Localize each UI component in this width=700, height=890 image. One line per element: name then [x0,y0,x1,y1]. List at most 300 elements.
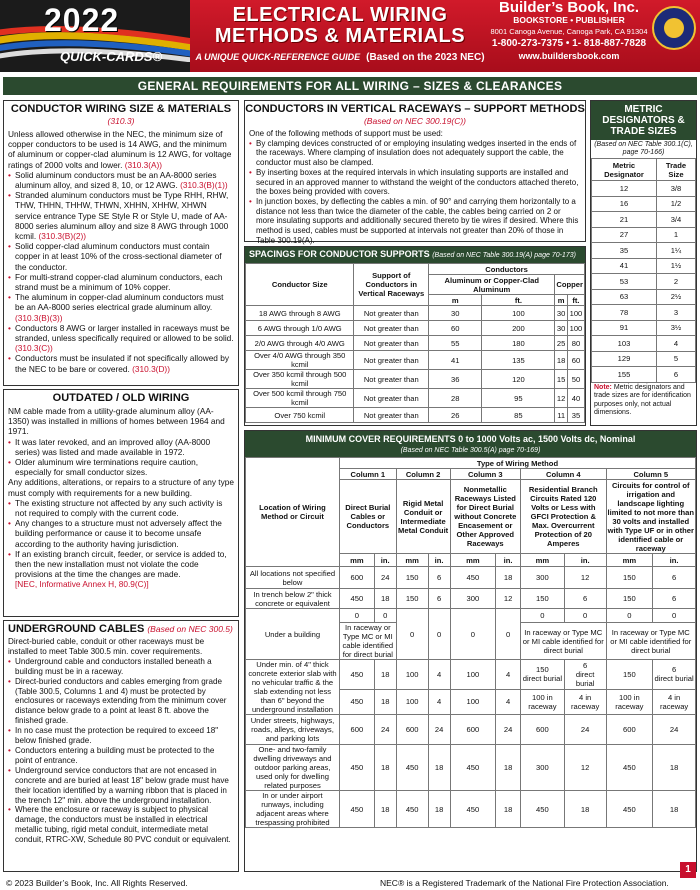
table-cell: 55 [429,336,482,351]
table-cell: 600 [606,715,653,745]
cover-table [245,457,696,828]
col-desc: Nonmetallic Raceways Listed for Direct Burial without Concrete Encasement or Other Approved Raceways [450,480,520,554]
table-cell: 53 [592,274,657,290]
page-number: 1 [680,862,696,878]
table-cell: 50 [567,370,584,389]
outdated-para: Any additions, alterations, or repairs to a structure of any type must comply with requirements for a new building. [8,477,234,498]
table-cell: 100 [567,306,584,321]
publisher-website[interactable]: www.buildersbook.com [518,51,620,61]
table-cell: 18 [374,660,396,690]
outdated-title: OUTDATED / OLD WIRING [52,392,190,404]
table-row [592,243,696,259]
table-row [246,389,585,408]
table-cell: 6 [428,589,450,609]
table-cell: 0 [374,609,396,623]
table-row [246,351,585,370]
table-cell: 6 [656,367,695,383]
location-cell: Under streets, highways, roads, alleys, driveways, and parking lots [246,715,340,745]
table-cell: 24 [564,715,606,745]
publisher-name: Builder’s Book, Inc. [498,0,640,16]
table-row [592,336,696,352]
table-cell: 3/8 [656,181,695,197]
table-cell: 450 [339,660,374,690]
table-cell: 4 [496,660,521,690]
table-cell: 0 [496,609,521,660]
table-cell: 450 [606,791,653,828]
table-cell: 12 [592,181,657,197]
table-cell: 6 [653,567,696,589]
bullet-text: Solid aluminum conductors must be an AA-8000 series aluminum alloy, and sized 8, 10, or 12 AWG. [15,169,217,191]
table-cell: 100 in raceway [521,689,565,714]
unit-header: mm [450,554,496,567]
spacing-title-bar [245,247,585,263]
table-cell: 18 [374,589,396,609]
trademark: NEC® is a Registered Trademark of the National Fire Protection Association. [380,878,669,888]
table-cell: 100 [396,660,428,690]
table-row [246,791,696,828]
metric-ref: (Based on NEC Table 300.1(C), page 70-166) [594,141,693,156]
table-cell: 0 [521,609,565,623]
table-row [592,196,696,212]
value: 6 [583,660,588,670]
table-row [246,306,585,321]
metric-note [591,383,696,419]
table-cell: Not greater than [354,370,429,389]
unit-header: in. [496,554,521,567]
table-cell: 100 [450,660,496,690]
table-cell: 100 [450,689,496,714]
table-row [246,715,696,745]
unit-header: ft. [567,295,584,306]
underground-ref: (Based on NEC 300.5) [147,624,233,634]
table-cell: 300 [521,567,565,589]
table-cell: 60 [567,351,584,370]
spacing-box [244,246,586,426]
unit-header: in. [653,554,696,567]
table-cell: 4 in raceway [653,689,696,714]
table-cell: 18 [374,791,396,828]
table-cell: 600 [396,715,428,745]
table-cell: 0 [428,609,450,660]
spacing-heading: SPACINGS FOR CONDUCTOR SUPPORTS [249,249,430,259]
unit-header: mm [606,554,653,567]
table-cell: 129 [592,351,657,367]
table-cell: Not greater than [354,389,429,408]
table-cell: 450 [606,745,653,791]
table-cell: 40 [567,389,584,408]
unit-header: in. [428,554,450,567]
table-cell: 4 in raceway [564,689,606,714]
table-cell: 2 [656,274,695,290]
list-item [8,323,234,354]
cover-ref: (Based on NEC Table 300.5(A) page 70-169) [400,447,541,454]
list-item: • Older aluminum wire terminations require caution, especially for small conductor sizes. [8,457,234,477]
table-cell: 27 [592,227,657,243]
table-cell: 450 [521,791,565,828]
table-cell: 18 [496,791,521,828]
unit-header: mm [521,554,565,567]
table-cell: 450 [450,745,496,791]
metric-heading: METRIC DESIGNATORS & TRADE SIZES [602,104,685,137]
table-cell: 103 [592,336,657,352]
outdated-ref: [NEC, Informative Annex H, 80.9(C)] [15,579,149,590]
value-note: direct burial [575,669,595,688]
table-cell: 12 [555,389,567,408]
table-cell: 3 [656,305,695,321]
table-cell: In raceway or Type MC or MI cable identified for direct burial [606,623,695,660]
table-cell: 4 [428,689,450,714]
table-cell [653,660,696,690]
table-row [592,274,696,290]
table-row [246,321,585,336]
table-cell: 15 [555,370,567,389]
table-cell: 300 [521,745,565,791]
subtitle [190,52,490,63]
table-row [592,351,696,367]
table-cell: 60 [429,321,482,336]
table-cell: Not greater than [354,306,429,321]
col-header: Aluminum or Copper-Clad Aluminum [429,275,555,295]
table-cell: 21 [592,212,657,228]
table-cell: 100 [396,689,428,714]
table-cell: 2/0 AWG through 4/0 AWG [246,336,354,351]
underground-bullets [8,657,234,845]
section-banner: GENERAL REQUIREMENTS FOR ALL WIRING – SIZES & CLEARANCES [3,77,697,95]
table-cell: 6 [564,589,606,609]
table-cell: Over 750 kcmil [246,408,354,423]
table-cell: 24 [374,567,396,589]
table-cell: 28 [429,389,482,408]
cover-title-bar [245,431,696,457]
table-cell: 135 [482,351,555,370]
logo-block [0,0,190,72]
table-cell: 2½ [656,289,695,305]
list-item: • The existing structure not affected by any such activity is not required to comply with the current code. [8,498,234,518]
table-cell: 180 [482,336,555,351]
table-cell: 100 [567,321,584,336]
location-cell: In trench below 2" thick concrete or equivalent [246,589,340,609]
table-cell: 1½ [656,258,695,274]
outdated-body [4,404,238,592]
vertical-title [245,101,585,127]
table-cell: 100 [482,306,555,321]
table-cell: 100 in raceway [606,689,653,714]
list-item: • Where the enclosure or raceway is subject to physical damage, the conductors must be installed in electrical metallic tubing, rigid metal conduit, intermediate metal conduit, RTRC-XW, Schedule 80 PVC conduit or equivalent. [8,805,234,845]
title-line-1: ELECTRICAL WIRING [232,4,448,26]
table-cell: 6 [653,589,696,609]
table-cell: 18 [496,567,521,589]
list-item: • Underground cable and conductors installed beneath a building must be in a raceway. [8,657,234,677]
list-item: • In no case must the protection be required to exceed 18" below finished grade. [8,726,234,746]
publisher-role: BOOKSTORE • PUBLISHER [513,15,625,25]
unit-header: in. [374,554,396,567]
metric-table [591,158,696,383]
list-item: • Conductors entering a building must be protected to the point of entrance. [8,746,234,766]
table-cell: Not greater than [354,336,429,351]
unit-header: ft. [482,295,555,306]
table-row [246,609,696,623]
table-cell: 18 [496,745,521,791]
table-cell: 150 [606,567,653,589]
bullet-text: Stranded aluminum conductors must be Type RHH, RHW, THW, THHN, THHW, THWN, XHHN, XHHW, XHWN service entrance Type SE Style R or Style U, made of AA-8000 series aluminum alloy and size 8 AWG through 1000 kcmil. [15,190,229,242]
table-cell: In raceway or Type MC or MI cable identified for direct burial [339,623,396,660]
bullet-ref: (310.3(C)) [15,343,53,354]
table-cell: 11 [555,408,567,423]
table-cell: 24 [496,715,521,745]
underground-title [4,621,238,635]
table-cell: 3/4 [656,212,695,228]
location-cell: Under a building [246,609,340,660]
quick-cards-label: QUICK-CARDS® [60,49,163,64]
table-cell: 24 [374,715,396,745]
table-cell: 150 [606,589,653,609]
table-cell: 35 [592,243,657,259]
table-cell: Not greater than [354,321,429,336]
list-item: • Direct-buried conductors and cables emerging from grade (Table 300.5, Columns 1 and 4) must be protected by enclosures or raceways extending from the minimum cover distance below grade to a point at least 8 ft. above the finished grade. [8,677,234,727]
table-row [592,289,696,305]
underground-cables-box [3,620,239,872]
table-cell: 18 [428,745,450,791]
table-cell: 85 [482,408,555,423]
vertical-body [245,127,585,247]
table-row [246,370,585,389]
table-cell: 18 [555,351,567,370]
table-cell: 600 [521,715,565,745]
list-item: • If an existing branch circuit, feeder, or service is added to, then the new installation must not violate the code provisions at the time the changes are made. [8,549,234,580]
col-header: Metric Designator [592,159,657,181]
table-cell: 18 AWG through 8 AWG [246,306,354,321]
table-cell: 450 [450,567,496,589]
list-item [8,292,234,323]
table-cell: 12 [564,567,606,589]
list-item: • In junction boxes, by deflecting the cables a min. of 90° and carrying them horizontally to a distance not less than twice the diameter of the cable, the cables being carried on 2 or more insulating supports and additionally secured thereto by tie wires if desired. Where this method is used, cables must be supported at intervals not greater than 20% of those in Table 300.19(A). [249,197,581,246]
table-cell: Not greater than [354,351,429,370]
underground-body [4,635,238,847]
table-cell: 41 [429,351,482,370]
table-cell: 450 [396,745,428,791]
table-cell: 0 [450,609,496,660]
table-row [246,589,696,609]
title-line-2: METHODS & MATERIALS [214,25,466,47]
table-cell: 95 [482,389,555,408]
location-cell: In or under airport runways, including adjacent areas where trespassing prohibited [246,791,340,828]
col-desc: Rigid Metal Conduit or Intermediate Metal Conduit [396,480,450,554]
table-cell: 18 [653,745,696,791]
table-row [592,212,696,228]
table-cell: 150 [396,567,428,589]
table-cell: 25 [555,336,567,351]
table-cell: 3½ [656,320,695,336]
bullet-text: The aluminum in copper-clad aluminum conductors must be an AA-8000 series electrical grade aluminum alloy. [15,292,224,313]
conductor-size-ref: (310.3) [107,116,135,126]
table-cell: 1 [656,227,695,243]
note-label: Note: [594,383,612,391]
table-cell: 26 [429,408,482,423]
type-header: Type of Wiring Method [339,458,695,469]
unit-header: m [555,295,567,306]
subtitle-text: A UNIQUE QUICK-REFERENCE GUIDE [195,52,361,62]
table-cell: 30 [555,321,567,336]
table-cell: 18 [374,745,396,791]
conductor-size-title [4,101,238,127]
table-row [246,336,585,351]
table-row [246,745,696,791]
table-cell: 450 [339,589,374,609]
table-cell: 78 [592,305,657,321]
col-header: Conductors [429,264,585,275]
table-cell: 18 [653,791,696,828]
table-cell: 18 [428,791,450,828]
table-cell: 300 [450,589,496,609]
bullet-ref: (310.3(D)) [132,363,170,374]
table-cell: 150 [396,589,428,609]
table-cell: 0 [606,609,653,623]
conductor-bullets [8,170,234,374]
outdated-intro: NM cable made from a utility-grade aluminum alloy (AA-1350) was installed in millions of homes between 1964 and 1971. [8,406,225,437]
underground-heading: UNDERGROUND CABLES [8,623,145,635]
table-cell: 36 [429,370,482,389]
seal-icon [652,6,696,50]
col-header: Support of Conductors in Vertical Raceways [354,264,429,306]
table-cell: 450 [450,791,496,828]
table-cell: 30 [555,306,567,321]
table-cell: 150 [521,589,565,609]
table-cell: In raceway or Type MC or MI cable identified for direct burial [521,623,606,660]
year: 2022 [44,2,120,38]
table-cell [521,660,565,690]
location-cell: Under min. of 4" thick concrete exterior slab with no vehicular traffic & the slab extending not less than 6" beyond the underground installation [246,660,340,715]
table-cell: 6 AWG through 1/0 AWG [246,321,354,336]
col-header: Copper [555,275,585,295]
vertical-heading: CONDUCTORS IN VERTICAL RACEWAYS – SUPPORT METHODS [245,103,585,115]
table-cell: 600 [450,715,496,745]
bullet-text: Conductors must be insulated if not specifically allowed by the NEC to be bare or covered. [15,353,229,374]
table-row [592,258,696,274]
col-header: Trade Size [656,159,695,181]
unit-header: mm [396,554,428,567]
table-cell: 35 [567,408,584,423]
table-row [246,567,696,589]
unit-header: in. [564,554,606,567]
metric-title-bar [591,101,696,140]
table-cell: 24 [653,715,696,745]
table-cell: Over 500 kcmil through 750 kcmil [246,389,354,408]
list-item: • By clamping devices constructed of or employing insulating wedges inserted in the ends of the raceways. Where clamping of insulation does not adequately support the cable, the conductor must also be clamped. [249,139,581,168]
conductor-size-box [3,100,239,386]
table-cell: 450 [339,689,374,714]
table-cell: 30 [429,306,482,321]
page-title [195,5,485,47]
value: 6 [671,665,677,675]
list-item: • Any changes to a structure must not adversely affect the building performance or cause it to become unsafe according to the authority having jurisdiction. [8,518,234,549]
value-note: direct burial [522,674,563,684]
table-cell: 0 [339,609,374,623]
table-cell: 16 [592,196,657,212]
col-desc: Direct Burial Cables or Conductors [339,480,396,554]
table-cell: 120 [482,370,555,389]
table-cell: 600 [339,567,374,589]
col-header: Column 5 [606,469,695,480]
list-item [8,353,234,373]
table-row [592,181,696,197]
col-desc: Circuits for control of irrigation and landscape lighting limited to not more than 30 volts and installed with Type UF or in other identified cable or raceway [607,480,694,553]
list-item [8,272,234,292]
unit-header: mm [339,554,374,567]
metric-box [590,100,697,426]
unit-header: m [429,295,482,306]
table-row [592,367,696,383]
table-cell: 0 [653,609,696,623]
table-cell: 4 [496,689,521,714]
table-cell: 450 [339,745,374,791]
table-cell: 80 [567,336,584,351]
table-cell: 5 [656,351,695,367]
table-cell: 0 [564,609,606,623]
list-item: • Underground service conductors that are not encased in concrete and are buried at least 18" below grade must have their location identified by a warning ribbon that is placed in the trench 12" min. above the underground installation. [8,766,234,806]
vertical-raceways-box [244,100,586,245]
table-cell: 450 [396,791,428,828]
table-row [246,660,696,690]
outdated-bullets [8,437,234,478]
vertical-ref: (Based on NEC 300.19(C)) [363,116,467,126]
cover-box [244,430,697,872]
list-item [8,190,234,241]
table-cell: 4 [428,660,450,690]
table-row [592,305,696,321]
location-cell: All locations not specified below [246,567,340,589]
table-cell [564,660,606,690]
value-note: direct burial [654,674,694,684]
col-header: Column 4 [521,469,606,480]
outdated-wiring-box [3,389,239,617]
vertical-bullets [249,139,581,246]
table-cell: 1¼ [656,243,695,259]
col-desc: Residential Branch Circuits Rated 120 Volts or Less with GFCI Protection & Max. Overcurrent Protection of 20 Amperes [521,480,606,554]
table-cell: 4 [656,336,695,352]
header [0,0,700,72]
table-cell: Over 350 kcmil through 500 kcmil [246,370,354,389]
table-cell: 0 [396,609,428,660]
table-cell: 150 [606,660,653,690]
table-cell: 18 [564,791,606,828]
bullet-ref: (310.3(B)(2)) [38,231,87,242]
conductor-size-body [4,127,238,376]
table-row [592,227,696,243]
table-cell: 63 [592,289,657,305]
list-item [8,241,234,272]
location-header: Location of Wiring Method or Circuit [246,458,340,567]
table-cell: 6 [428,567,450,589]
vertical-intro: One of the following methods of support must be used: [249,129,443,138]
conductor-size-heading: CONDUCTOR WIRING SIZE & MATERIALS [10,103,232,115]
table-cell: 155 [592,367,657,383]
table-cell: 18 [374,689,396,714]
spacing-ref: (Based on NEC Table 300.19(A) page 70-173) [432,252,576,259]
table-row [592,320,696,336]
bullet-text: For multi-strand copper-clad aluminum conductors, each strand must be a minimum of 10% copper. [15,271,223,293]
cover-heading: MINIMUM COVER REQUIREMENTS 0 to 1000 Volts ac, 1500 Volts dc, Nominal [305,434,636,444]
list-item [8,170,234,190]
table-cell: 200 [482,321,555,336]
table-cell: Not greater than [354,408,429,423]
table-cell: 1/2 [656,196,695,212]
location-cell: One- and two-family dwelling driveways and outdoor parking areas, used only for dwelling related purposes [246,745,340,791]
col-header: Conductor Size [246,264,354,306]
list-item: • By inserting boxes at the required intervals in which insulating supports are installed and secured in an approved manner to withstand the weight of the conductors attached thereto, the boxes being provided with covers. [249,168,581,197]
publisher-block [484,2,654,62]
table-cell: 450 [339,791,374,828]
underground-intro: Direct-buried cable, conduit or other raceways must be installed to meet Table 300.5 min. cover requirements. [8,637,205,656]
